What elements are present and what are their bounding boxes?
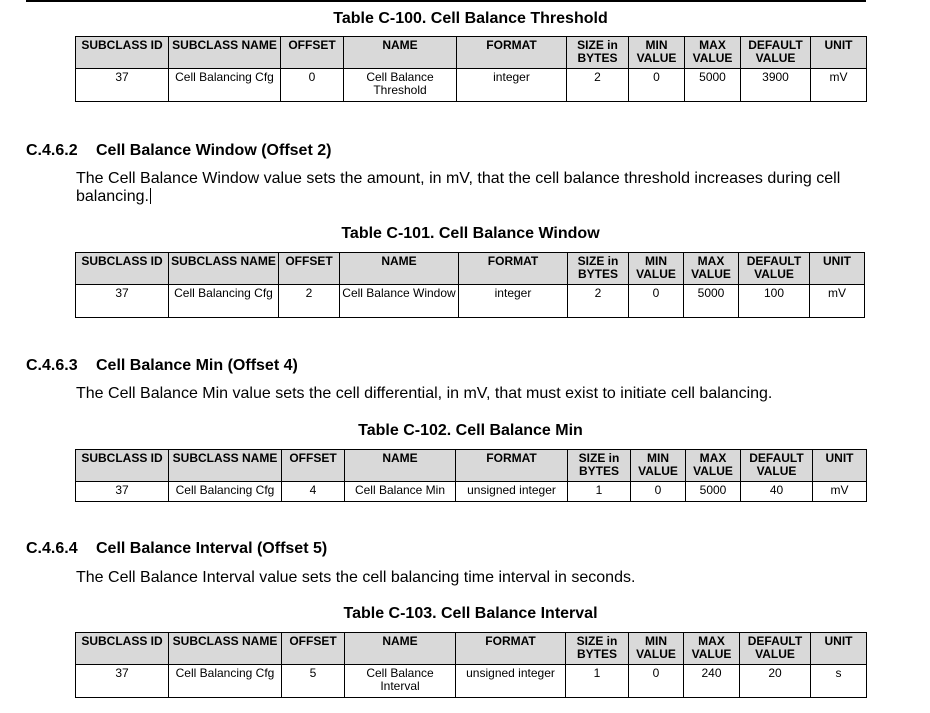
table-cell: 2: [567, 69, 629, 102]
column-header: UNIT: [810, 253, 865, 285]
table-cell: 2: [279, 285, 340, 318]
section-body: [76, 170, 866, 206]
table-cell: 0: [631, 482, 686, 502]
column-header: FORMAT: [459, 253, 568, 285]
top-rule: [26, 0, 866, 2]
section-number: C.4.6.4: [26, 540, 78, 557]
column-header: NAME: [340, 253, 459, 285]
column-header: SUBCLASS ID: [76, 633, 169, 665]
table-cell: 37: [76, 482, 169, 502]
table-cell: 0: [281, 69, 344, 102]
column-header: MIN VALUE: [629, 253, 684, 285]
table-cell: Cell Balancing Cfg: [169, 285, 279, 318]
column-header: FORMAT: [456, 633, 566, 665]
section-heading: [26, 540, 327, 558]
section-heading: [26, 357, 298, 375]
section-number: C.4.6.2: [26, 142, 78, 159]
table-cell: Cell Balance Threshold: [344, 69, 457, 102]
section-body: The Cell Balance Interval value sets the cell balancing time interval in seconds.: [76, 569, 636, 586]
column-header: UNIT: [811, 633, 867, 665]
table-title: Table C-103. Cell Balance Interval: [343, 605, 598, 622]
column-header: DEFAULT VALUE: [741, 37, 811, 69]
column-header: NAME: [344, 37, 457, 69]
column-header: FORMAT: [456, 450, 568, 482]
column-header: DEFAULT VALUE: [739, 253, 810, 285]
table-cell: 37: [76, 69, 169, 102]
table-cell: 1: [568, 482, 631, 502]
table-title: Table C-102. Cell Balance Min: [358, 422, 583, 439]
column-header: SIZE in BYTES: [568, 450, 631, 482]
table-cell: 240: [684, 665, 740, 698]
table-cell: 5000: [684, 285, 739, 318]
column-header: FORMAT: [457, 37, 567, 69]
column-header: DEFAULT VALUE: [740, 633, 811, 665]
table-cell: unsigned integer: [456, 665, 566, 698]
column-header: MAX VALUE: [685, 37, 741, 69]
table-cell: Cell Balance Interval: [345, 665, 456, 698]
table-cell: mV: [811, 69, 867, 102]
column-header: SIZE in BYTES: [568, 253, 629, 285]
table-cell: 5000: [685, 69, 741, 102]
table-cell: Cell Balancing Cfg: [169, 69, 281, 102]
column-header: MIN VALUE: [629, 37, 685, 69]
column-header: SUBCLASS NAME: [169, 633, 282, 665]
table-cell: Cell Balancing Cfg: [169, 482, 282, 502]
column-header: SIZE in BYTES: [567, 37, 629, 69]
column-header: SUBCLASS ID: [76, 37, 169, 69]
section-heading: [26, 142, 331, 160]
table-cell: 100: [739, 285, 810, 318]
table-cell: 40: [741, 482, 813, 502]
column-header: SIZE in BYTES: [566, 633, 629, 665]
table-row: [76, 69, 867, 102]
table-title: Table C-101. Cell Balance Window: [341, 225, 600, 242]
table-cell: 5: [282, 665, 345, 698]
table-cell: mV: [810, 285, 865, 318]
column-header: OFFSET: [279, 253, 340, 285]
column-header: OFFSET: [282, 633, 345, 665]
column-header: SUBCLASS ID: [76, 450, 169, 482]
table-cell: 20: [740, 665, 811, 698]
section-title: Cell Balance Interval (Offset 5): [96, 540, 328, 557]
section-title: Cell Balance Min (Offset 4): [96, 357, 298, 374]
column-header: MAX VALUE: [684, 633, 740, 665]
table-cell: Cell Balancing Cfg: [169, 665, 282, 698]
table-cell: 3900: [741, 69, 811, 102]
data-table: [75, 36, 867, 102]
data-table: [75, 252, 865, 318]
table-cell: mV: [813, 482, 867, 502]
section-body-text: The Cell Balance Window value sets the amount, in mV, that the cell balance threshold increases during cell balancing.: [76, 170, 841, 205]
table-row: [76, 285, 865, 318]
table-cell: Cell Balance Window: [340, 285, 459, 318]
table-cell: 4: [282, 482, 345, 502]
column-header: UNIT: [811, 37, 867, 69]
data-table: [75, 449, 867, 502]
section-title: Cell Balance Window (Offset 2): [96, 142, 332, 159]
table-cell: 1: [566, 665, 629, 698]
table-cell: integer: [459, 285, 568, 318]
table-cell: 0: [629, 665, 684, 698]
table-row: [76, 665, 867, 698]
table-cell: 0: [629, 285, 684, 318]
text-cursor: [150, 188, 151, 204]
section-number: C.4.6.3: [26, 357, 78, 374]
column-header: SUBCLASS ID: [76, 253, 169, 285]
column-header: SUBCLASS NAME: [169, 450, 282, 482]
table-cell: unsigned integer: [456, 482, 568, 502]
table-cell: s: [811, 665, 867, 698]
table-row: [76, 482, 867, 502]
column-header: DEFAULT VALUE: [741, 450, 813, 482]
table-cell: 2: [568, 285, 629, 318]
column-header: NAME: [345, 450, 456, 482]
section-body: The Cell Balance Min value sets the cell differential, in mV, that must exist to initiate cell balancing.: [76, 385, 773, 402]
table-cell: 5000: [686, 482, 741, 502]
table-cell: 0: [629, 69, 685, 102]
table-cell: integer: [457, 69, 567, 102]
column-header: OFFSET: [281, 37, 344, 69]
data-table: [75, 632, 867, 698]
column-header: MIN VALUE: [631, 450, 686, 482]
table-title: Table C-100. Cell Balance Threshold: [333, 10, 608, 27]
table-cell: Cell Balance Min: [345, 482, 456, 502]
column-header: MIN VALUE: [629, 633, 684, 665]
column-header: SUBCLASS NAME: [169, 253, 279, 285]
table-cell: 37: [76, 285, 169, 318]
table-cell: 37: [76, 665, 169, 698]
column-header: MAX VALUE: [684, 253, 739, 285]
column-header: MAX VALUE: [686, 450, 741, 482]
column-header: SUBCLASS NAME: [169, 37, 281, 69]
column-header: NAME: [345, 633, 456, 665]
column-header: UNIT: [813, 450, 867, 482]
column-header: OFFSET: [282, 450, 345, 482]
